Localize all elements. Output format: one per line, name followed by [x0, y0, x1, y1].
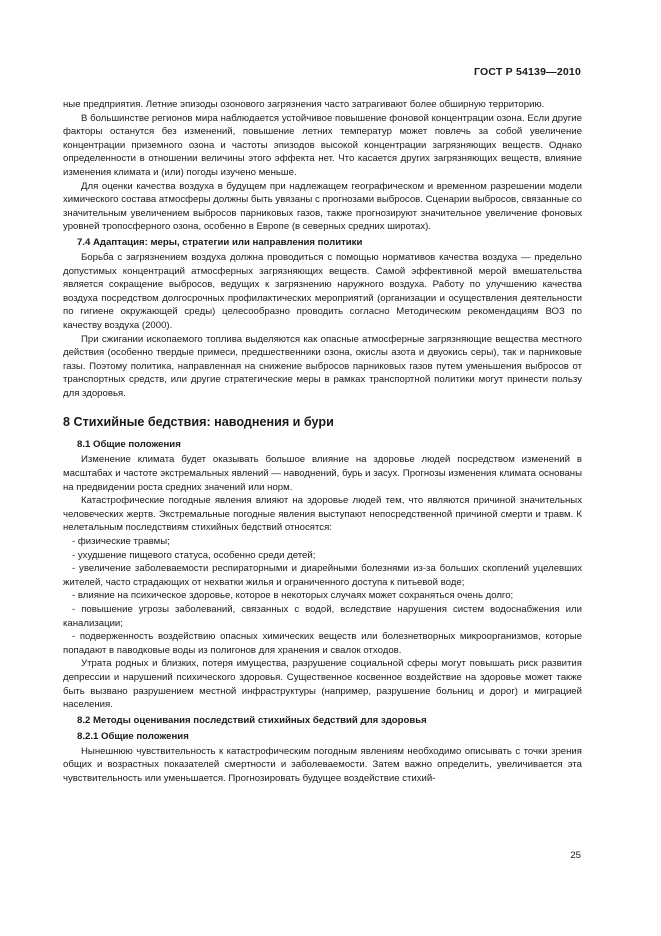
- subsection-heading: 8.2 Методы оценивания последствий стихийных бедствий для здоровья: [77, 714, 427, 726]
- section-heading: 8 Стихийные бедствия: наводнения и бури: [63, 415, 334, 430]
- page-number: 25: [570, 850, 581, 861]
- paragraph: Утрата родных и близких, потеря имущества, разрушение социальной сферы могут повышать риск развития депрессии и нарушений психического здоровья. Существенное косвенное воздействие на здоровье может также быть вызвано разрушением местной инфраструктуры (например, разрушение больниц и дорог) и миграцией населения.: [63, 658, 582, 711]
- paragraph: Изменение климата будет оказывать большое влияние на здоровье людей посредством изменений в масштабах и частоте экстремальных явлений — наводнений, бурь и засух. Прогнозы изменения климата основаны на предвидении роста средних значений или норм.: [63, 454, 582, 493]
- list-item: - повышение угрозы заболеваний, связанных с водой, вследствие нарушения систем водоснабжения или канализации;: [63, 604, 582, 629]
- list-item: - ухудшение пищевого статуса, особенно среди детей;: [72, 549, 316, 561]
- document-id: ГОСТ Р 54139—2010: [473, 66, 581, 78]
- paragraph: При сжигании ископаемого топлива выделяются как опасные атмосферные загрязняющие вещества местного действия (особенно твердые примеси, предшественники озона, окислы азота и двуокись серы), так и парниковые газы. Поэтому политика, направленная на снижение выбросов парниковых газов путем уменьшения выбросов от транспортных средств, или другие стратегические меры в рамках транспортной политики могут принести пользу для здоровья.: [63, 333, 582, 399]
- paragraph: Для оценки качества воздуха в будущем при надлежащем географическом и временном разрешении модели химического состава атмосферы должны быть увязаны с прогнозами выбросов. Сценарии выбросов, связанные со значительным увеличением выбросов парниковых газов, также прогнозируют значительное увеличение фоновых уровней тропосферного озона, особенно в Европе (в северных средних широтах).: [63, 180, 582, 233]
- list-item: - подверженность воздействию опасных химических веществ или болезнетворных микроорганизмов, которые попадают в паводковые воды из полигонов для хранения и свалок отходов.: [63, 631, 582, 656]
- paragraph: В большинстве регионов мира наблюдается устойчивое повышение фоновой концентрации озона. Если другие факторы останутся без изменений, повышение летних температур может повлечь за собой увеличение концентрации приземного озона и частоты эпизодов высокой концентрации загрязняющих веществ. Однако определенности в отношении величины этого эффекта нет. Что касается других загрязняющих веществ, влияние изменения климата и (или) погоды изучено меньше.: [63, 112, 582, 178]
- list-item: - физические травмы;: [72, 536, 170, 548]
- page-content: [63, 98, 582, 786]
- subsection-heading: 7.4 Адаптация: меры, стратегии или направления политики: [77, 236, 363, 248]
- subsection-heading: 8.2.1 Общие положения: [77, 730, 189, 742]
- paragraph: Нынешнюю чувствительность к катастрофическим погодным явлениям необходимо описывать с точки зрения общих и возрастных показателей смертности и заболеваемости. Затем важно определить, увеличивается эта чувствительность или уменьшается. Прогнозировать будущее воздействие стихий-: [63, 745, 582, 784]
- paragraph: ные предприятия. Летние эпизоды озонового загрязнения часто затрагивают более обширную территорию.: [63, 99, 545, 110]
- paragraph: Катастрофические погодные явления влияют на здоровье людей тем, что являются причиной значительных человеческих жертв. Экстремальные погодные явления выступают непосредственной причиной смерти и травм. К нелетальным последствиям стихийных бедствий относятся:: [63, 495, 582, 534]
- paragraph: Борьба с загрязнением воздуха должна проводиться с помощью нормативов качества воздуха — предельно допустимых концентраций атмосферных загрязняющих веществ. Самой эффективной мерой вмешательства является сокращение выбросов, ведущих к загрязнению наружного воздуха. Работу по улучшению качества воздуха посредством долгосрочных профилактических мероприятий (организации и осуществления деятельности по гигиене окружающей среды) целесообразно проводить согласно Методическим рекомендациям ВОЗ по качеству воздуха (2000).: [63, 251, 582, 331]
- list-item: - влияние на психическое здоровье, которое в некоторых случаях может сохраняться очень долго;: [72, 590, 514, 602]
- list-item: - увеличение заболеваемости респираторными и диарейными болезнями из-за больших скоплений уцелевших жителей, часто страдающих от нехватки жилья и ограниченного доступа к питьевой воде;: [63, 563, 582, 588]
- subsection-heading: 8.1 Общие положения: [77, 439, 181, 451]
